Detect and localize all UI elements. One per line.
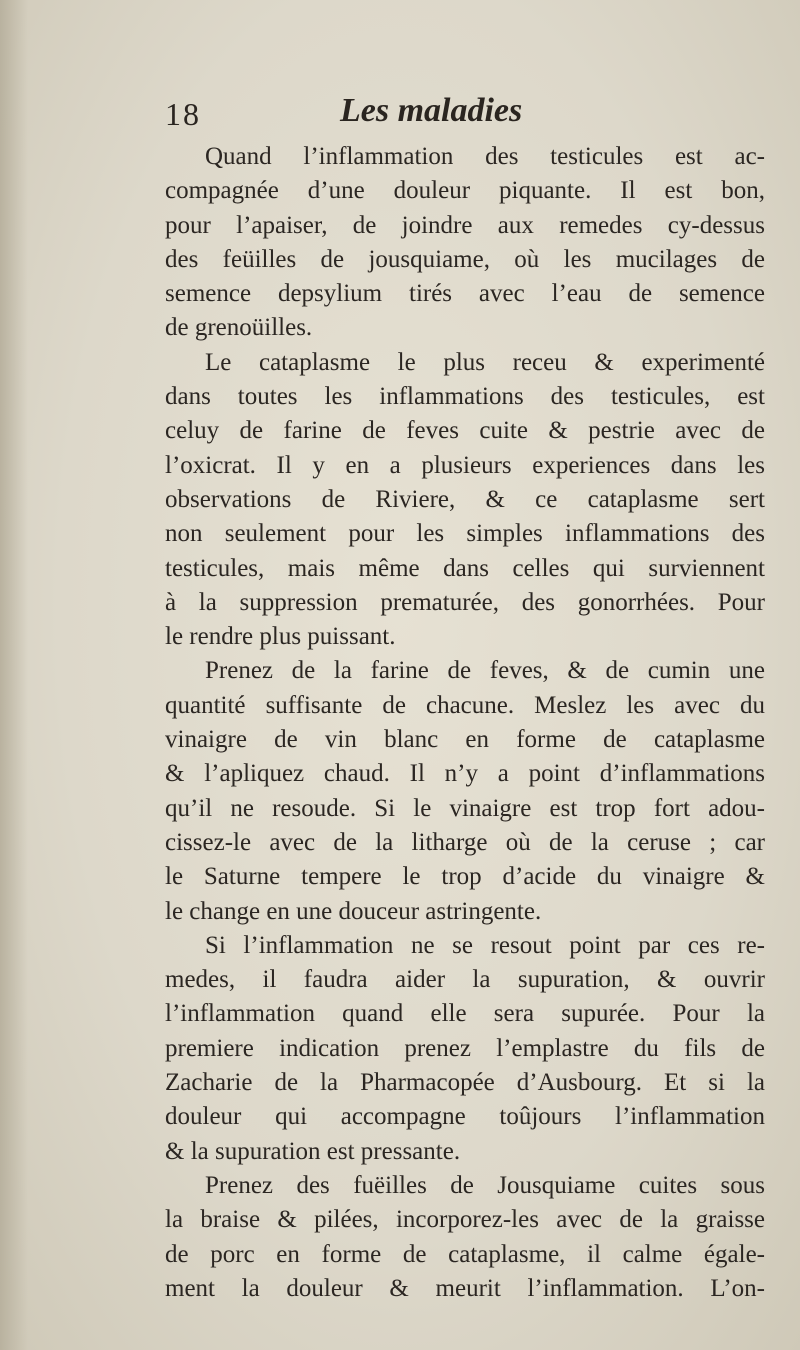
text-line: medes, il faudra aider la supuration, & ouvrir <box>165 966 765 994</box>
text-line: le change en une douceur astringente. <box>165 897 542 925</box>
text-line: & l’apliquez chaud. Il n’y a point d’inflammations <box>165 760 765 788</box>
text-line: cissez-le avec de la litharge où de la ceruse ; car <box>165 828 765 856</box>
text-line: pour l’apaiser, de joindre aux remedes cy-dessus <box>165 211 765 239</box>
text-line: Prenez de la farine de feves, & de cumin une <box>205 657 765 685</box>
body-text <box>165 140 765 1306</box>
text-line: Si l’inflammation ne se resout point par ces re- <box>205 931 765 959</box>
text-line: le rendre plus puissant. <box>165 623 396 651</box>
text-line: compagnée d’une douleur piquante. Il est bon, <box>165 177 765 205</box>
text-line: à la suppression prematurée, des gonorrhées. Pour <box>165 588 765 616</box>
text-line: de grenoüilles. <box>165 314 313 342</box>
text-line: l’oxicrat. Il y en a plusieurs experiences dans les <box>165 451 765 479</box>
text-line: Prenez des fuëilles de Jousquiame cuites sous <box>205 1171 765 1199</box>
text-line: douleur qui accompagne toûjours l’inflammation <box>165 1103 765 1131</box>
text-line: l’inflammation quand elle sera supurée. Pour la <box>165 1000 765 1028</box>
text-line: des feüilles de jousquiame, où les mucilages de <box>165 245 765 273</box>
text-line: qu’il ne resoude. Si le vinaigre est trop fort adou- <box>165 794 765 822</box>
text-line: Quand l’inflammation des testicules est ac- <box>205 143 765 170</box>
running-head: Les maladies <box>340 92 523 129</box>
text-line: Zacharie de la Pharmacopée d’Ausbourg. Et si la <box>165 1069 765 1097</box>
text-line: quantité suffisante de chacune. Meslez les avec du <box>165 691 765 719</box>
text-line: & la supuration est pressante. <box>165 1137 461 1165</box>
text-line: de porc en forme de cataplasme, il calme égale- <box>165 1240 765 1268</box>
text-line: la braise & pilées, incorporez-les avec de la graisse <box>165 1206 765 1234</box>
text-line: ment la douleur & meurit l’inflammation. L’on- <box>165 1274 765 1302</box>
text-line: le Saturne tempere le trop d’acide du vinaigre & <box>165 863 765 891</box>
text-line: Le cataplasme le plus receu & experimenté <box>205 348 765 376</box>
text-line: observations de Riviere, & ce cataplasme sert <box>165 485 765 513</box>
text-line: non seulement pour les simples inflammations des <box>165 520 765 548</box>
text-line: vinaigre de vin blanc en forme de cataplasme <box>165 726 765 754</box>
page-gutter-shadow <box>0 0 28 1350</box>
text-line: dans toutes les inflammations des testicules, est <box>165 383 765 411</box>
text-line: celuy de farine de feves cuite & pestrie avec de <box>165 417 765 445</box>
page-header <box>165 92 765 136</box>
text-line: premiere indication prenez l’emplastre du fils de <box>165 1034 765 1062</box>
text-line: testicules, mais même dans celles qui surviennent <box>165 554 765 582</box>
text-line: semence depsylium tirés avec l’eau de semence <box>165 280 765 308</box>
page-number: 18 <box>165 96 201 132</box>
